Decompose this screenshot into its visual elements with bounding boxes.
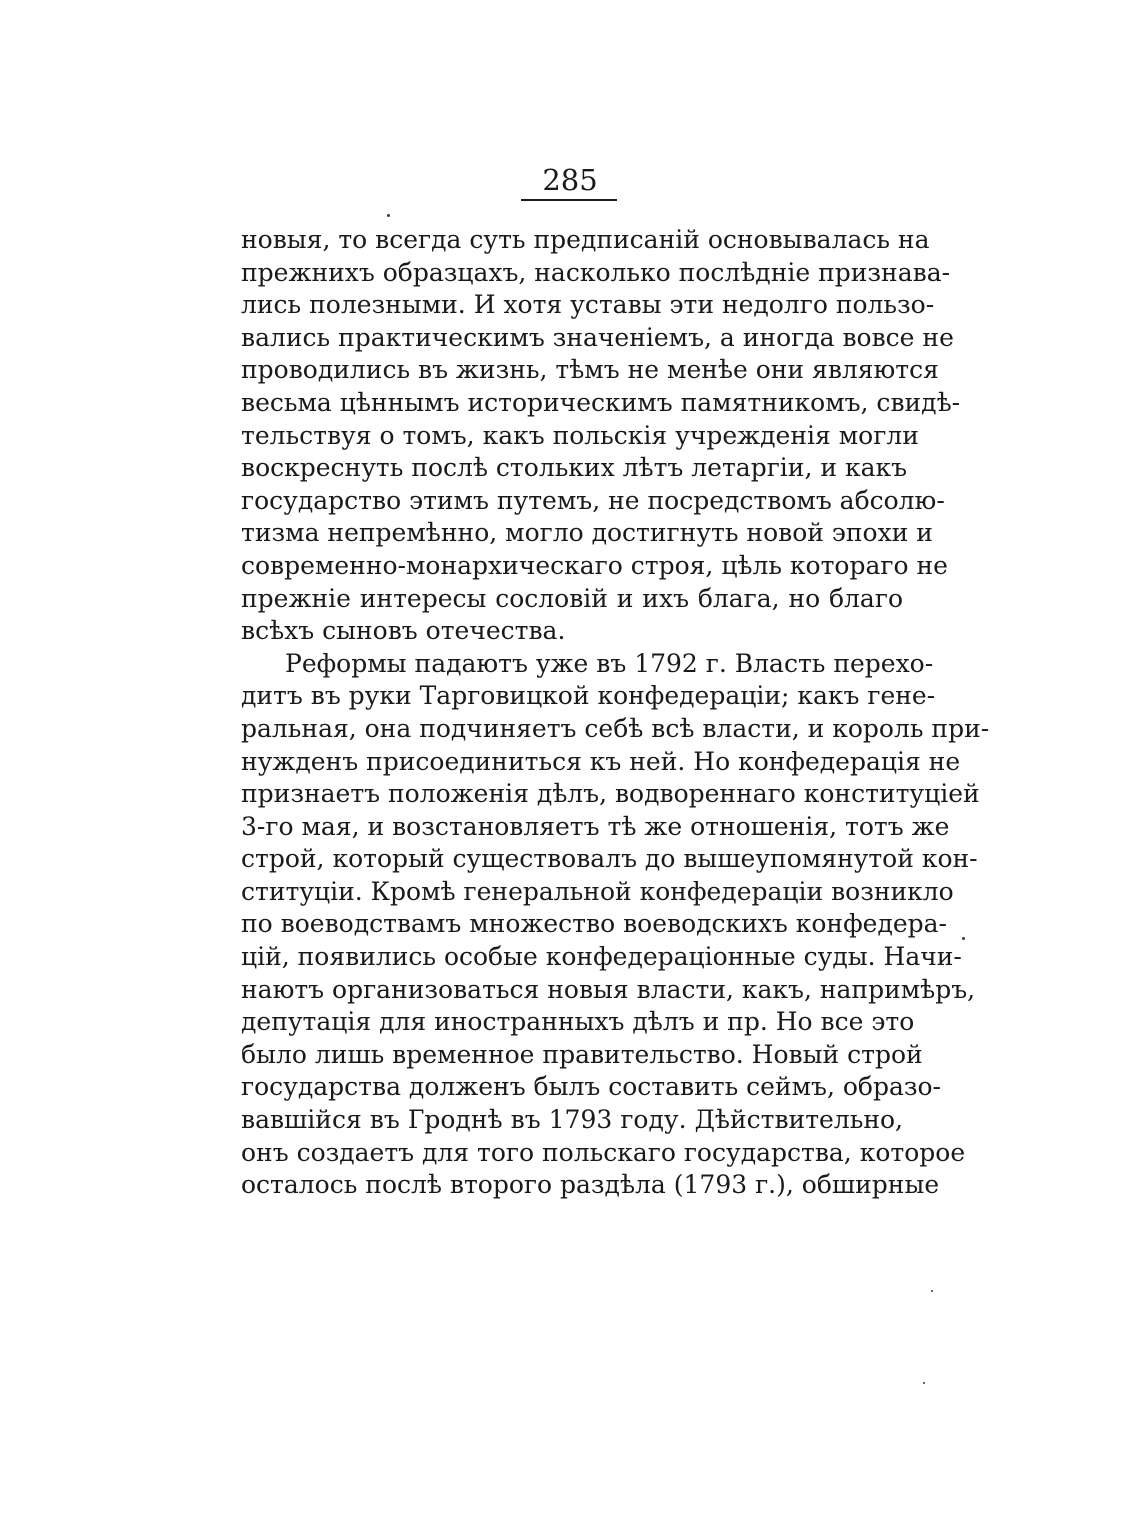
text-line: вавшійся въ Гроднѣ въ 1793 году. Дѣйствительно, bbox=[241, 1105, 903, 1135]
text-line: осталось послѣ второго раздѣла (1793 г.), обширные bbox=[241, 1170, 940, 1200]
text-line: весьма цѣннымъ историческимъ памятникомъ, свидѣ- bbox=[241, 387, 961, 417]
text-line: ральная, она подчиняетъ себѣ всѣ власти, и король при- bbox=[241, 713, 990, 743]
text-line: прежнихъ образцахъ, насколько послѣдніе признава- bbox=[241, 257, 951, 287]
text-line: вались практическимъ значеніемъ, а иногда вовсе не bbox=[241, 322, 954, 352]
scan-speck bbox=[962, 937, 965, 940]
scan-speck bbox=[387, 214, 390, 217]
text-line: всѣхъ сыновъ отечества. bbox=[241, 616, 566, 646]
text-line: проводились въ жизнь, тѣмъ не менѣе они являются bbox=[241, 355, 939, 385]
text-line: наютъ организоваться новыя власти, какъ, напримѣръ, bbox=[241, 974, 976, 1004]
scan-speck bbox=[931, 1290, 933, 1292]
page-number-rule bbox=[521, 199, 617, 201]
text-line: Реформы падаютъ уже въ 1792 г. Власть перехо- bbox=[285, 648, 934, 678]
text-line: современно-монархическаго строя, цѣль котораго не bbox=[241, 550, 948, 580]
body-text bbox=[241, 224, 990, 1202]
text-line: ституціи. Кромѣ генеральной конфедераціи возникло bbox=[241, 876, 954, 906]
text-line: онъ создаетъ для того польскаго государства, которое bbox=[241, 1137, 966, 1167]
text-line: государства долженъ былъ составить сеймъ, образо- bbox=[241, 1072, 941, 1102]
text-line: государство этимъ путемъ, не посредствомъ абсолю- bbox=[241, 485, 945, 515]
text-line: строй, который существовалъ до вышеупомянутой кон- bbox=[241, 844, 978, 874]
text-line: тельствуя о томъ, какъ польскія учрежденія могли bbox=[241, 420, 919, 450]
text-line: было лишь временное правительство. Новый строй bbox=[241, 1039, 923, 1069]
text-line: дитъ въ руки Тарговицкой конфедераціи; какъ гене- bbox=[241, 681, 936, 711]
text-line: 3-го мая, и возстановляетъ тѣ же отношенія, тотъ же bbox=[241, 811, 950, 841]
text-line: тизма непремѣнно, могло достигнуть новой эпохи и bbox=[241, 518, 933, 548]
text-line: по воеводствамъ множество воеводскихъ конфедера- bbox=[241, 909, 947, 939]
text-line: депутація для иностранныхъ дѣлъ и пр. Но все это bbox=[241, 1007, 915, 1037]
page-number: 285 bbox=[542, 163, 598, 197]
text-line: прежніе интересы сословій и ихъ блага, но благо bbox=[241, 583, 903, 613]
text-line: нужденъ присоединиться къ ней. Но конфедерація не bbox=[241, 746, 961, 776]
text-line: цій, появились особые конфедераціонные суды. Начи- bbox=[241, 942, 962, 972]
scan-speck bbox=[923, 1382, 925, 1384]
text-line: признаетъ положенія дѣлъ, водвореннаго конституціей bbox=[241, 779, 980, 809]
text-line: лись полезными. И хотя уставы эти недолго пользо- bbox=[241, 290, 935, 320]
text-line: воскреснуть послѣ стольких лѣтъ летаргіи, и какъ bbox=[241, 453, 908, 483]
text-line: новыя, то всегда суть предписаній основывалась на bbox=[241, 225, 930, 254]
